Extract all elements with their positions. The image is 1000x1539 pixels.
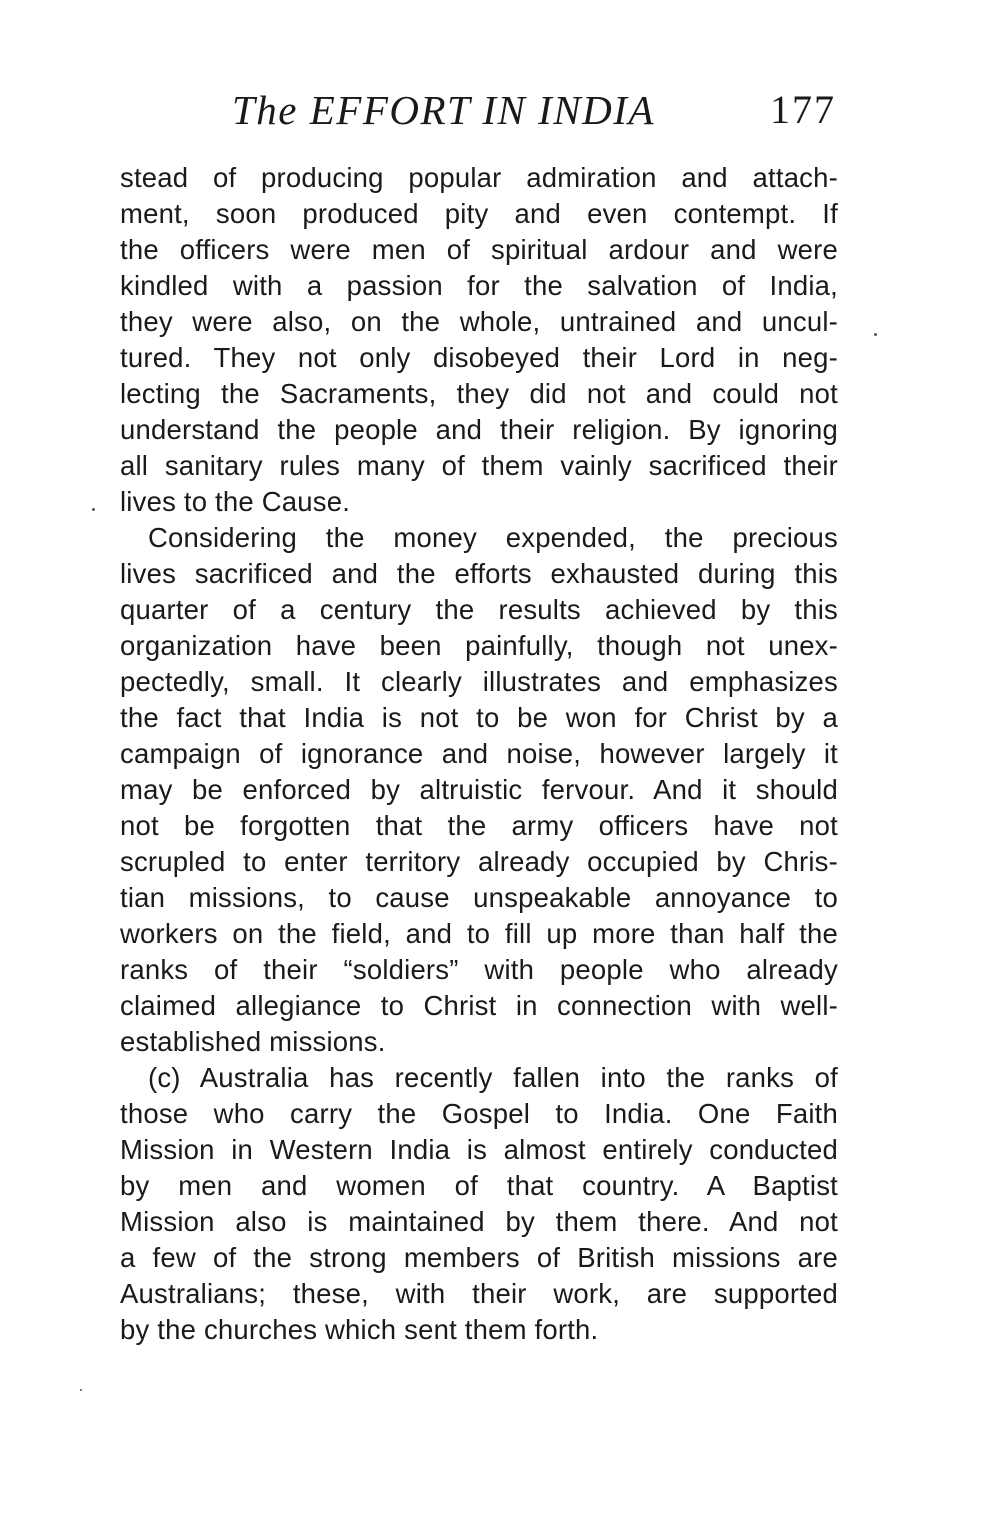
text-line: Mission in Western India is almost entirely conducted [120, 1134, 838, 1165]
paragraph [120, 520, 838, 1060]
text-line: lives sacrificed and the efforts exhausted during this [120, 558, 838, 589]
text-line: kindled with a passion for the salvation of India, [120, 270, 838, 301]
text-line: the officers were men of spiritual ardour and were [120, 234, 838, 265]
running-head [120, 86, 840, 142]
paragraph [120, 1060, 838, 1348]
running-title: The EFFORT IN INDIA [232, 87, 655, 133]
scan-speck [874, 333, 877, 336]
scan-speck [80, 1389, 82, 1391]
text-line: quarter of a century the results achieved by this [120, 594, 838, 625]
text-line: Australians; these, with their work, are supported [120, 1278, 838, 1309]
page-number: 177 [770, 87, 836, 132]
text-line: understand the people and their religion. By ignoring [120, 414, 838, 445]
text-line: the fact that India is not to be won for Christ by a [120, 702, 838, 733]
text-line: by men and women of that country. A Baptist [120, 1170, 838, 1201]
text-line: ment, soon produced pity and even contempt. If [120, 198, 838, 229]
text-line: Considering the money expended, the precious [148, 522, 838, 553]
text-line: established missions. [120, 1026, 386, 1057]
scan-speck [92, 508, 95, 511]
text-line: tured. They not only disobeyed their Lord in neg- [120, 342, 838, 373]
text-line: they were also, on the whole, untrained and uncul- [120, 306, 838, 337]
text-line: Mission also is maintained by them there. And not [120, 1206, 838, 1237]
text-line: scrupled to enter territory already occupied by Chris- [120, 846, 838, 877]
text-line: ranks of their “soldiers” with people who already [120, 954, 838, 985]
text-line: lecting the Sacraments, they did not and could not [120, 378, 838, 409]
paragraph [120, 160, 838, 520]
text-line: lives to the Cause. [120, 486, 351, 517]
text-line: tian missions, to cause unspeakable annoyance to [120, 882, 838, 913]
text-line: workers on the field, and to fill up more than half the [120, 918, 838, 949]
text-line: pectedly, small. It clearly illustrates and emphasizes [120, 666, 838, 697]
text-line: claimed allegiance to Christ in connection with well- [120, 990, 838, 1021]
text-line: stead of producing popular admiration and attach- [120, 162, 838, 193]
text-line: those who carry the Gospel to India. One Faith [120, 1098, 838, 1129]
text-line: campaign of ignorance and noise, however largely it [120, 738, 838, 769]
text-line: not be forgotten that the army officers have not [120, 810, 838, 841]
text-line: all sanitary rules many of them vainly sacrificed their [120, 450, 838, 481]
body-text [120, 160, 838, 1348]
text-line: by the churches which sent them forth. [120, 1314, 599, 1345]
text-line: organization have been painfully, though not unex- [120, 630, 838, 661]
text-line: a few of the strong members of British missions are [120, 1242, 838, 1273]
text-line: (c) Australia has recently fallen into the ranks of [148, 1062, 838, 1093]
text-line: may be enforced by altruistic fervour. And it should [120, 774, 838, 805]
